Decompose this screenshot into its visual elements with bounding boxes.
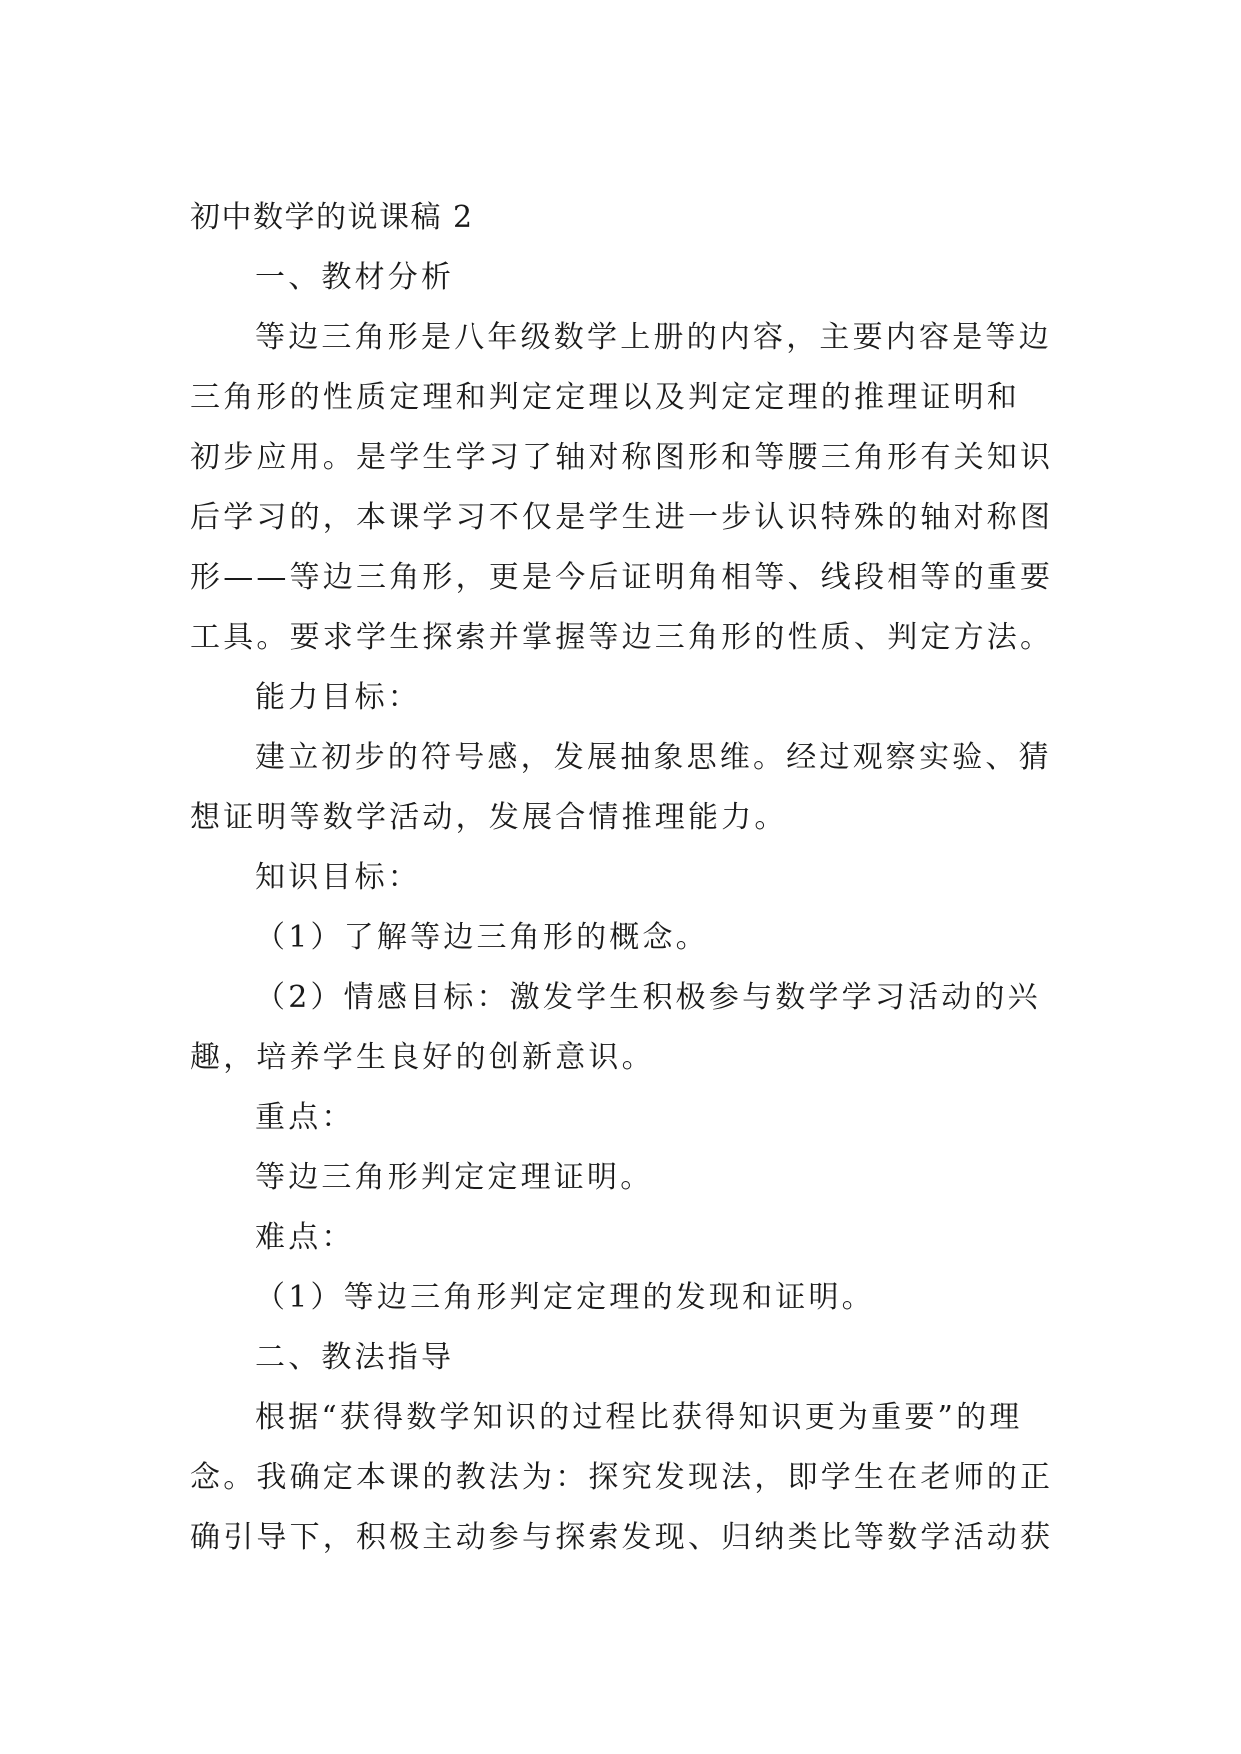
- paragraph-line: 念。我确定本课的教法为：探究发现法，即学生在老师的正: [190, 1460, 1054, 1495]
- paragraph-line: 后学习的，本课学习不仅是学生进一步认识特殊的轴对称图: [190, 500, 1054, 535]
- paragraph-line: 确引导下，积极主动参与探索发现、归纳类比等数学活动获: [190, 1520, 1054, 1555]
- subheading-ability-goals: 能力目标：: [255, 680, 421, 715]
- paragraph-line: 初步应用。是学生学习了轴对称图形和等腰三角形有关知识: [190, 440, 1054, 475]
- paragraph-line: 工具。要求学生探索并掌握等边三角形的性质、判定方法。: [190, 620, 1054, 655]
- list-item: （1）了解等边三角形的概念。: [255, 920, 709, 955]
- list-item: （1）等边三角形判定定理的发现和证明。: [255, 1280, 875, 1315]
- subheading-knowledge-goals: 知识目标：: [255, 860, 421, 895]
- paragraph-line: 三角形的性质定理和判定定理以及判定定理的推理证明和: [190, 380, 1020, 415]
- paragraph-line: 形——等边三角形，更是今后证明角相等、线段相等的重要: [190, 560, 1054, 595]
- paragraph-line: 等边三角形判定定理证明。: [255, 1160, 654, 1195]
- paragraph-line: 根据“获得数学知识的过程比获得知识更为重要”的理: [255, 1400, 1023, 1435]
- paragraph-line: 等边三角形是八年级数学上册的内容，主要内容是等边: [255, 320, 1052, 355]
- section-heading-textbook-analysis: 一、教材分析: [255, 260, 455, 295]
- document-title: 初中数学的说课稿 2: [190, 200, 474, 235]
- paragraph-line: 想证明等数学活动，发展合情推理能力。: [190, 800, 788, 835]
- list-item: （2）情感目标：激发学生积极参与数学学习活动的兴: [255, 980, 1041, 1015]
- section-heading-teaching-method: 二、教法指导: [255, 1340, 455, 1375]
- subheading-difficulties: 难点：: [255, 1220, 355, 1255]
- paragraph-line: 建立初步的符号感，发展抽象思维。经过观察实验、猜: [255, 740, 1052, 775]
- paragraph-line: 趣，培养学生良好的创新意识。: [190, 1040, 655, 1075]
- subheading-key-points: 重点：: [255, 1100, 355, 1135]
